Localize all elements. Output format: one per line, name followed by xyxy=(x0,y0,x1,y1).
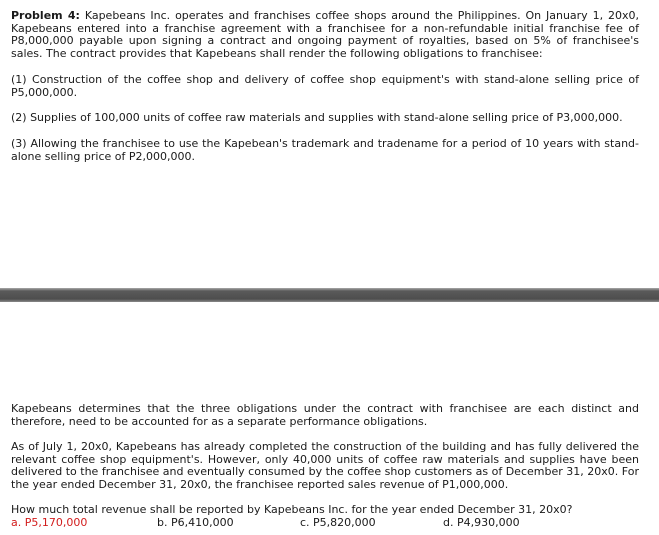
problem-label: Problem 4: xyxy=(11,9,80,22)
problem-intro-text: Kapebeans Inc. operates and franchises coffee shops around the Philippines. On January 1, 20x0, Kapebeans entered into a franchise agreement with a franchisee for a non-refundable initial franchise fee of P8,000,000 payable upon signing a contract and ongoing payment of royalties, based on 5% of franchisee's sales. The contract provides that Kapebeans shall render the following obligations to franchisee: xyxy=(11,9,639,60)
obligation-2: (2) Supplies of 100,000 units of coffee raw materials and supplies with stand-alone selling price of P3,000,000. xyxy=(11,111,623,124)
choice-d[interactable]: d. P4,930,000 xyxy=(443,516,520,529)
question-text: How much total revenue shall be reported by Kapebeans Inc. for the year ended December 31, 20x0? xyxy=(11,503,573,516)
choice-a[interactable]: a. P5,170,000 xyxy=(11,516,88,529)
obligation-1: (1) Construction of the coffee shop and delivery of coffee shop equipment's with stand-alone selling price of P5,000,000. xyxy=(11,73,639,99)
answer-choices xyxy=(11,517,651,530)
problem-intro xyxy=(11,10,639,60)
status-paragraph: As of July 1, 20x0, Kapebeans has already completed the construction of the building and has fully delivered the relevant coffee shop equipment's. However, only 40,000 units of coffee raw materials and supplies have been delivered to the franchisee and eventually consumed by the coffee shop customers as of December 31, 20x0. For the year ended December 31, 20x0, the franchisee reported sales revenue of P1,000,000. xyxy=(11,440,639,491)
determination-paragraph: Kapebeans determines that the three obligations under the contract with franchisee are each distinct and therefore, need to be accounted for as a separate performance obligations. xyxy=(11,402,639,428)
choice-c[interactable]: c. P5,820,000 xyxy=(300,516,376,529)
obligation-3: (3) Allowing the franchisee to use the Kapebean's trademark and tradename for a period of 10 years with stand-alone selling price of P2,000,000. xyxy=(11,137,639,163)
choice-b[interactable]: b. P6,410,000 xyxy=(157,516,234,529)
page-divider xyxy=(0,288,659,302)
